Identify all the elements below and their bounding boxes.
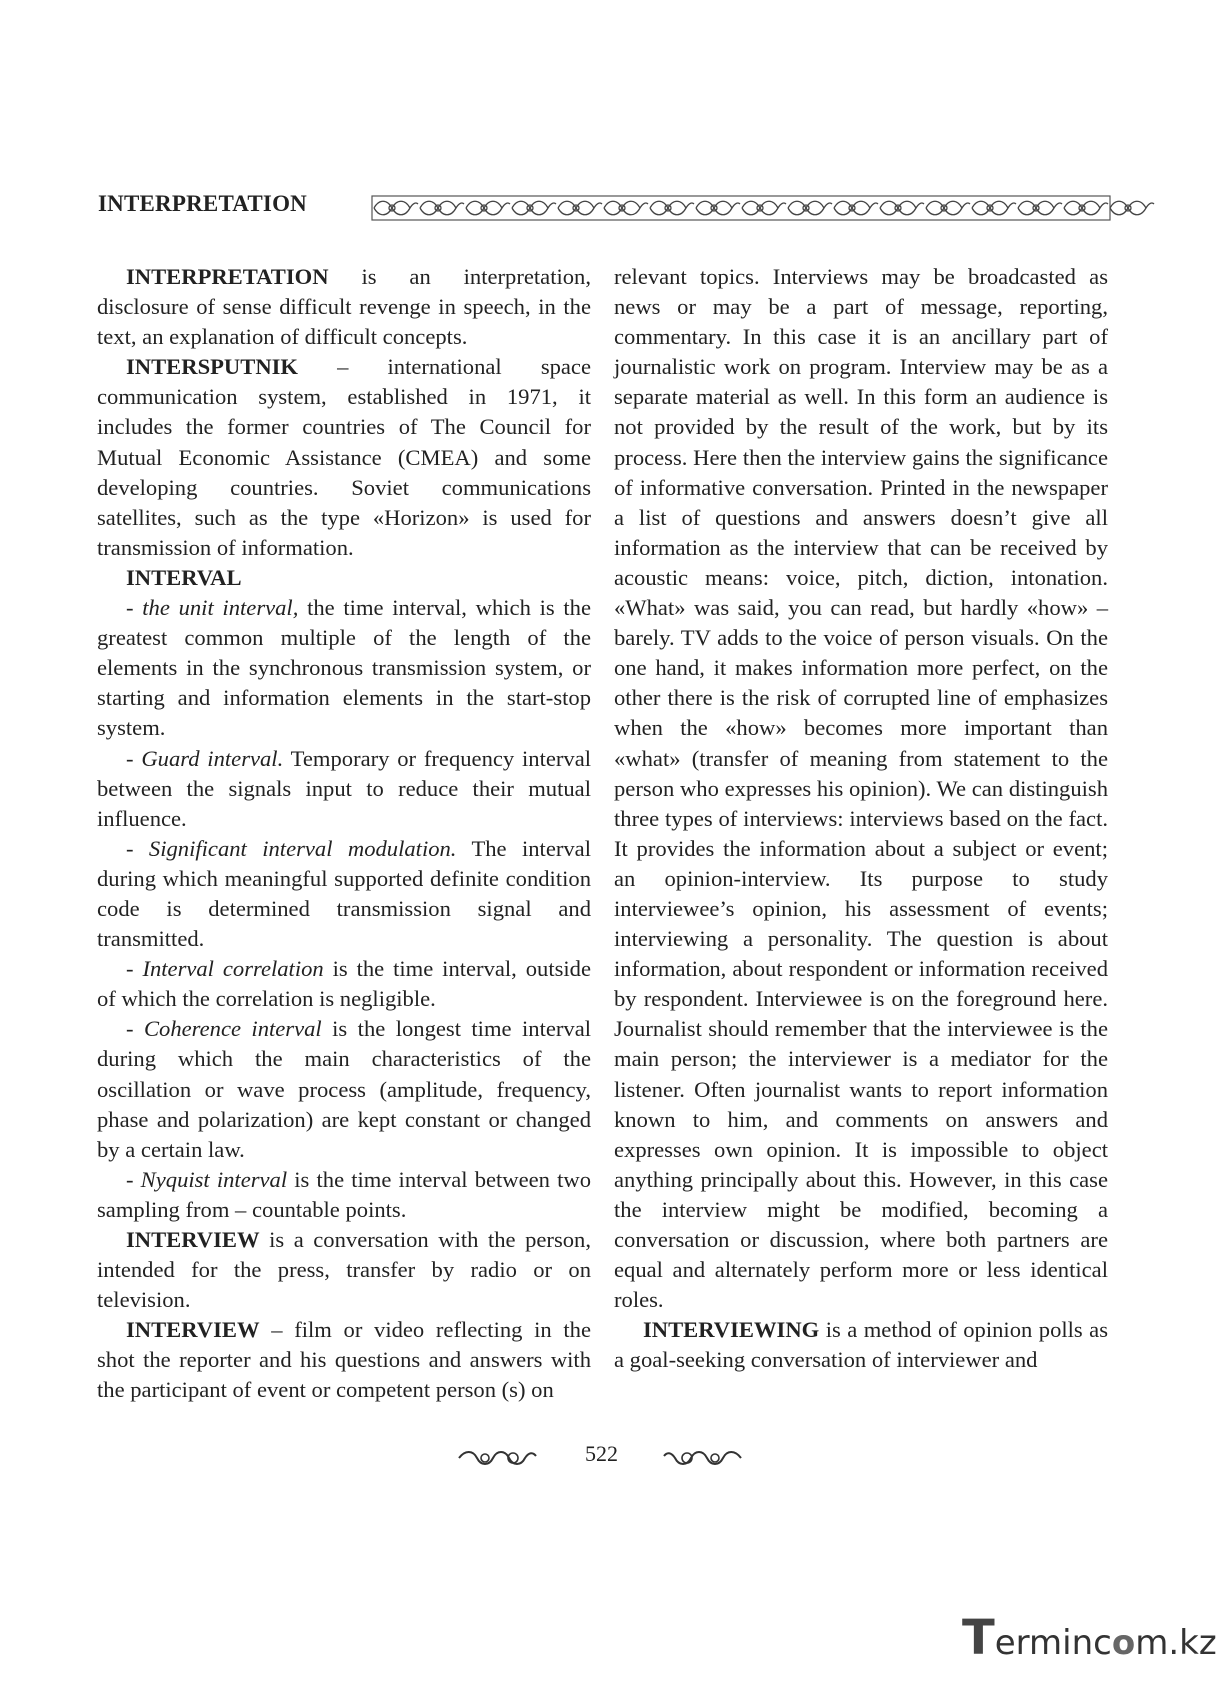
entry-definition: Temporary or frequency interval between the signals input to reduce their mutual influence. [97,745,592,831]
entry-definition: – international space communication system, established in 1971, it includes the former countries of The Council for Mutual Economic Assistance (CMEA) and some developing countries. Soviet communications satellites, such as the type «Horizon» is used for transmission of information. [97,354,591,560]
entry-dash: - [126,745,142,771]
terminology-site-watermark [962,1610,1217,1666]
entry-subterm: Guard interval. [141,745,284,771]
header-ornament-band [372,193,1110,223]
footer-ornament-left [455,1445,540,1471]
entry-paragraph [97,1165,591,1225]
entry-term: INTERVIEW [126,1317,260,1343]
entry-paragraph [97,593,591,743]
entry-definition: relevant topics. Interviews may be broadcasted as news or may be a part of message, reporting, commentary. In this case it is an ancillary part of journalistic work on program. Interview may be as a separate material as well. In this form an audience is not provided by the result of the work, but by its process. Here then the interview gains the significance of informative conversation. Printed in the newspaper a list of questions and answers doesn’t give all information as the interview that can be received by acoustic means: voice, pitch, diction, intonation. «What» was said, you can read, but hardly «how» – barely. TV adds to the voice of person visuals. On the one hand, it makes information more perfect, on the other there is the risk of corrupted line of emphasizes when the «how» becomes more important than «what» (transfer of meaning from statement to the person who expresses his opinion). We can distinguish three types of interviews: interviews based on the fact. It provides the information about a subject or event; an opinion-interview. Its purpose to study interviewee’s opinion, his assessment of events; interviewing a personality. The question is about information, about respondent or information received by respondent. Interviewee is on the foreground here. Journalist should remember that the interviewee is the main person; the interviewer is a mediator for the listener. Often journalist wants to report information known to him, and comments on answers and expresses own opinion. It is impossible to object anything principally about this. However, in this case the interview might be modified, becoming a conversation or discussion, where both partners are equal and alternately perform more or less identical roles. [614,264,1108,1313]
page-header-title: INTERPRETATION [98,191,307,216]
entry-subterm: Significant interval modulation. [148,835,457,861]
entry-paragraph [614,262,1108,1315]
watermark-letter-o: o [1111,1623,1136,1663]
entry-subterm: Interval correlation [142,956,324,982]
entry-term: INTERVIEW [126,1227,260,1252]
entry-paragraph [97,744,591,834]
left-text-column [97,262,591,1406]
entry-paragraph [97,1315,591,1405]
entry-dash: - [126,835,149,861]
entry-dash: - [126,1016,144,1042]
entry-definition: is the longest time interval during which the main characteristics of the oscillation or wave process (amplitude, frequency, phase and polarization) are kept constant or changed by a certain law. [97,1016,592,1162]
entry-paragraph [97,834,591,954]
entry-paragraph [614,1315,1108,1375]
entry-dash: - [126,956,143,982]
entry-term: INTERSPUTNIK [126,354,299,380]
entry-term: INTERPRETATION [126,264,329,289]
watermark-text-part1: erminc [994,1623,1112,1663]
entry-paragraph [97,262,591,352]
page-number: 522 [585,1441,618,1466]
entry-paragraph [97,1014,591,1164]
entry-term: INTERVIEWING [643,1317,820,1343]
entry-subterm: the unit interval, [142,595,299,621]
entry-definition: is a method of opinion polls as a goal-seeking conversation of interviewer and [614,1317,1108,1373]
watermark-text-part2: m.kz [1135,1623,1217,1663]
entry-paragraph [97,1225,591,1315]
watermark-letter-t: T [962,1610,995,1666]
entry-definition: is an interpretation, disclosure of sense difficult revenge in speech, in the text, an explanation of difficult concepts. [97,264,591,350]
entry-term: INTERVAL [126,564,242,590]
entry-paragraph [97,954,591,1014]
entry-definition: is the time interval between two sampling from – countable points. [97,1166,591,1222]
entry-definition: The interval during which meaningful supported definite condition code is determined transmission signal and transmitted. [97,835,591,952]
entry-definition: is the time interval, outside of which the correlation is negligible. [97,956,591,1012]
entry-paragraph [97,563,591,593]
entry-dash: - [126,1166,141,1192]
right-text-column [614,262,1108,1375]
entry-subterm: Coherence interval [143,1016,322,1042]
entry-subterm: Nyquist interval [140,1166,288,1192]
entry-definition: is a conversation with the person, intended for the press, transfer by radio or on television. [97,1227,591,1313]
entry-definition: the time interval, which is the greatest common multiple of the length of the elements in the synchronous transmission system, or starting and information elements in the start-stop system. [97,595,591,741]
footer-ornament-right [660,1445,745,1471]
entry-definition: – film or video reflecting in the shot the reporter and his questions and answers with the participant of event or competent person (s) on [97,1317,591,1403]
entry-paragraph [97,352,591,563]
entry-dash: - [126,595,143,621]
